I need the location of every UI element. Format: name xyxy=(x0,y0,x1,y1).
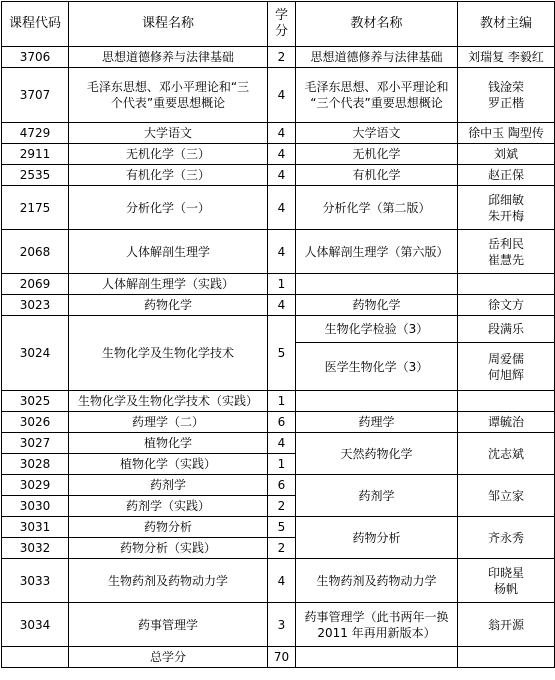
cell-editor xyxy=(458,343,555,391)
cell-textbook xyxy=(296,603,458,647)
header-course: 课程名称 xyxy=(69,2,268,47)
cell-editor-line1: 周爱儒 xyxy=(487,351,524,366)
cell-course-line2: 个代表”重要思想概论 xyxy=(110,96,226,110)
cell-course: 植物化学（实践） xyxy=(69,454,268,475)
cell-editor xyxy=(458,186,555,230)
cell-editor: 齐永秀 xyxy=(458,517,555,559)
table-row xyxy=(2,295,555,316)
cell-course: 生物药剂及药物动力学 xyxy=(69,559,268,603)
course-table xyxy=(1,1,555,668)
cell-credit: 4 xyxy=(268,144,296,165)
cell-editor: 徐文方 xyxy=(458,295,555,316)
cell-course: 分析化学（一） xyxy=(69,186,268,230)
cell-editor: 沈志斌 xyxy=(458,433,555,475)
cell-code: 2068 xyxy=(2,230,69,274)
cell-course: 药物化学 xyxy=(69,295,268,316)
table-row xyxy=(2,603,555,647)
cell-course-line1: 毛泽东思想、邓小平理论和“三 xyxy=(86,80,250,94)
table-row xyxy=(2,165,555,186)
cell-editor-line2: 罗正楷 xyxy=(487,96,524,110)
cell-empty xyxy=(458,647,555,668)
cell-textbook: 医学生物化学（3） xyxy=(296,343,458,391)
cell-textbook: 药剂学 xyxy=(296,475,458,517)
cell-course: 人体解剖生理学 xyxy=(69,230,268,274)
cell-editor xyxy=(458,68,555,123)
cell-credit: 2 xyxy=(268,47,296,68)
cell-credit: 4 xyxy=(268,295,296,316)
cell-editor-line2: 崔慧先 xyxy=(487,252,524,267)
cell-course: 药事管理学 xyxy=(69,603,268,647)
header-code: 课程代码 xyxy=(2,2,69,47)
cell-editor-line1: 印晓星 xyxy=(487,565,524,580)
cell-editor xyxy=(458,230,555,274)
cell-editor-line1: 钱淦荣 xyxy=(487,80,524,94)
header-credit-line1: 学 xyxy=(274,8,288,23)
cell-editor: 段满乐 xyxy=(458,316,555,343)
cell-code: 2069 xyxy=(2,274,69,295)
cell-course: 大学语文 xyxy=(69,123,268,144)
cell-code: 3707 xyxy=(2,68,69,123)
table-row xyxy=(2,123,555,144)
cell-course: 植物化学 xyxy=(69,433,268,454)
cell-credit: 6 xyxy=(268,412,296,433)
cell-textbook: 药物分析 xyxy=(296,517,458,559)
cell-editor: 翁开源 xyxy=(458,603,555,647)
cell-course: 生物化学及生物化学技术（实践） xyxy=(69,391,268,412)
cell-credit: 4 xyxy=(268,433,296,454)
cell-editor: 徐中玉 陶型传 xyxy=(458,123,555,144)
cell-editor xyxy=(458,559,555,603)
cell-code: 3031 xyxy=(2,517,69,538)
cell-editor: 刘瑞复 李毅红 xyxy=(458,47,555,68)
cell-code: 3026 xyxy=(2,412,69,433)
table-row xyxy=(2,433,555,454)
cell-code: 3023 xyxy=(2,295,69,316)
header-editor: 教材主编 xyxy=(458,2,555,47)
cell-credit: 5 xyxy=(268,517,296,538)
cell-course: 药剂学 xyxy=(69,475,268,496)
cell-code: 3028 xyxy=(2,454,69,475)
table-row xyxy=(2,68,555,123)
cell-code: 2175 xyxy=(2,186,69,230)
cell-course: 人体解剖生理学（实践） xyxy=(69,274,268,295)
cell-editor-line2: 朱开梅 xyxy=(487,208,524,223)
cell-code: 3032 xyxy=(2,538,69,559)
cell-credit: 6 xyxy=(268,475,296,496)
table-row xyxy=(2,316,555,343)
cell-credit: 4 xyxy=(268,68,296,123)
cell-course: 思想道德修养与法律基础 xyxy=(69,47,268,68)
cell-course: 药理学（二） xyxy=(69,412,268,433)
cell-textbook: 无机化学 xyxy=(296,144,458,165)
cell-code: 3025 xyxy=(2,391,69,412)
table-row xyxy=(2,412,555,433)
cell-credit: 2 xyxy=(268,496,296,517)
cell-course: 药剂学（实践） xyxy=(69,496,268,517)
cell-code: 3033 xyxy=(2,559,69,603)
cell-course: 药物分析（实践） xyxy=(69,538,268,559)
cell-empty xyxy=(296,647,458,668)
cell-editor xyxy=(458,391,555,412)
cell-textbook xyxy=(296,274,458,295)
cell-textbook: 药理学 xyxy=(296,412,458,433)
cell-code: 2911 xyxy=(2,144,69,165)
cell-code: 3706 xyxy=(2,47,69,68)
cell-credit: 2 xyxy=(268,538,296,559)
table-row xyxy=(2,186,555,230)
table-row xyxy=(2,559,555,603)
total-value: 70 xyxy=(268,647,296,668)
table-row xyxy=(2,517,555,538)
cell-credit: 1 xyxy=(268,274,296,295)
cell-code: 3029 xyxy=(2,475,69,496)
cell-credit: 4 xyxy=(268,165,296,186)
cell-code: 3030 xyxy=(2,496,69,517)
cell-course: 药物分析 xyxy=(69,517,268,538)
cell-editor: 谭毓治 xyxy=(458,412,555,433)
cell-textbook: 有机化学 xyxy=(296,165,458,186)
cell-textbook xyxy=(296,68,458,123)
cell-textbook: 人体解剖生理学（第六版） xyxy=(296,230,458,274)
cell-course: 生物化学及生物化学技术 xyxy=(69,316,268,391)
cell-credit: 4 xyxy=(268,559,296,603)
cell-editor-line2: 杨帆 xyxy=(493,581,518,596)
cell-editor-line1: 邱细敏 xyxy=(487,192,524,207)
header-row xyxy=(2,2,555,47)
cell-course xyxy=(69,68,268,123)
total-row xyxy=(2,647,555,668)
cell-textbook-line2: 2011 年再用新版本） xyxy=(317,625,436,640)
cell-credit: 4 xyxy=(268,186,296,230)
header-credit-line2: 分 xyxy=(274,24,288,39)
table-row xyxy=(2,274,555,295)
header-textbook: 教材名称 xyxy=(296,2,458,47)
cell-editor: 邹立家 xyxy=(458,475,555,517)
cell-credit: 1 xyxy=(268,391,296,412)
cell-textbook-line2: “三个代表”重要思想概论 xyxy=(310,96,443,110)
cell-empty xyxy=(2,647,69,668)
cell-editor xyxy=(458,274,555,295)
table-row xyxy=(2,391,555,412)
cell-editor: 赵正保 xyxy=(458,165,555,186)
cell-credit: 4 xyxy=(268,230,296,274)
cell-credit: 1 xyxy=(268,454,296,475)
cell-credit: 3 xyxy=(268,603,296,647)
cell-textbook: 生物化学检验（3） xyxy=(296,316,458,343)
total-label: 总学分 xyxy=(69,647,268,668)
cell-code: 3027 xyxy=(2,433,69,454)
table-row xyxy=(2,47,555,68)
table-row xyxy=(2,230,555,274)
cell-code: 3024 xyxy=(2,316,69,391)
cell-code: 4729 xyxy=(2,123,69,144)
cell-credit: 5 xyxy=(268,316,296,391)
cell-course: 有机化学（三） xyxy=(69,165,268,186)
table-row xyxy=(2,144,555,165)
cell-textbook-line1: 药事管理学（此书两年一换 xyxy=(304,609,449,624)
cell-textbook: 思想道德修养与法律基础 xyxy=(296,47,458,68)
cell-textbook: 生物药剂及药物动力学 xyxy=(296,559,458,603)
cell-code: 2535 xyxy=(2,165,69,186)
cell-textbook: 天然药物化学 xyxy=(296,433,458,475)
cell-textbook xyxy=(296,391,458,412)
cell-textbook-line1: 毛泽东思想、邓小平理论和 xyxy=(304,80,449,94)
cell-credit: 4 xyxy=(268,123,296,144)
cell-textbook: 大学语文 xyxy=(296,123,458,144)
header-credit xyxy=(268,2,296,47)
cell-editor-line2: 何旭辉 xyxy=(487,367,524,382)
cell-code: 3034 xyxy=(2,603,69,647)
table-row xyxy=(2,475,555,496)
cell-editor: 刘斌 xyxy=(458,144,555,165)
cell-editor-line1: 岳利民 xyxy=(487,236,524,251)
cell-textbook: 药物化学 xyxy=(296,295,458,316)
cell-course: 无机化学（三） xyxy=(69,144,268,165)
cell-textbook: 分析化学（第二版） xyxy=(296,186,458,230)
